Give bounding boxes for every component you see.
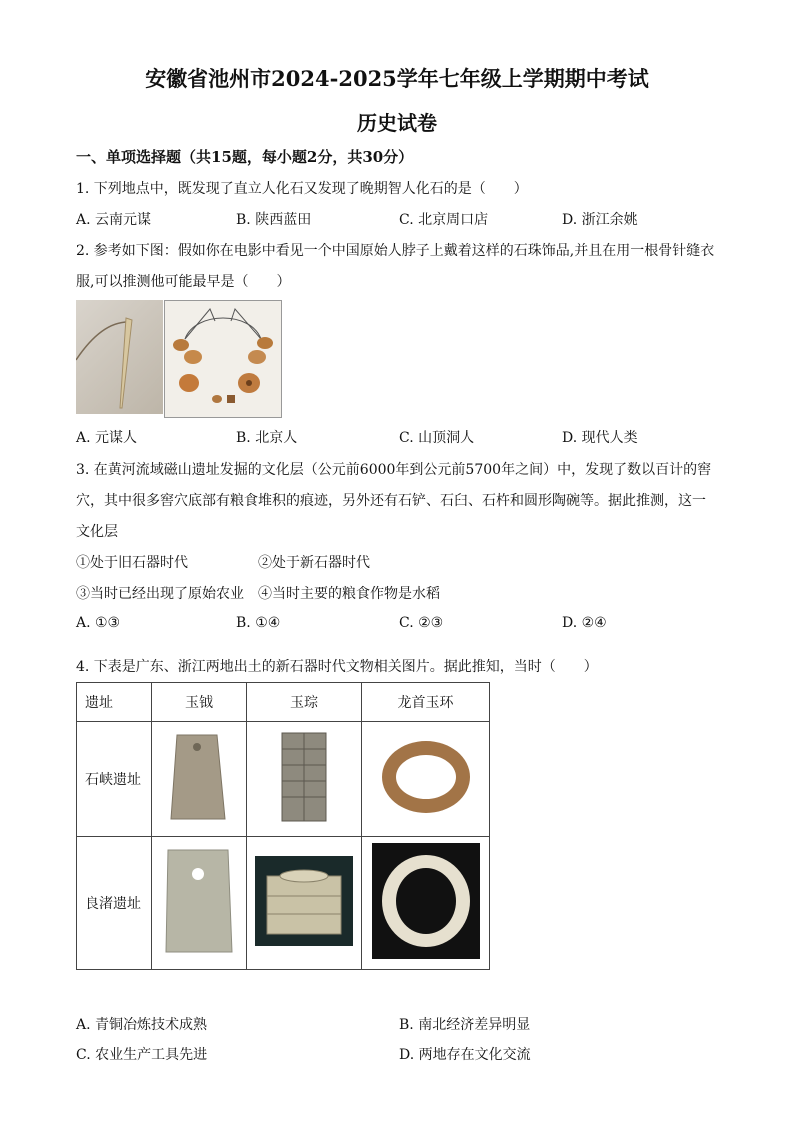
liangzhu-jade-axe-photo [152, 837, 247, 970]
bone-needle-photo [76, 300, 163, 414]
q3-option-b: B. ①④ [236, 615, 281, 631]
q3-option-c: C. ②③ [399, 615, 444, 631]
q2-option-c: C. 山顶洞人 [399, 430, 475, 446]
table-row-liangzhu: 良渚遗址 [77, 837, 152, 970]
q2-option-a: A. 元谋人 [76, 430, 138, 446]
question-4-stem: 4. 下表是广东、浙江两地出土的新石器时代文物相关图片。据此推知，当时（ ） [76, 659, 598, 675]
q4-option-b: B. 南北经济差异明显 [399, 1017, 531, 1033]
q1-option-d: D. 浙江余姚 [562, 212, 638, 228]
exam-title: 安徽省池州市2024-2025学年七年级上学期期中考试 [145, 66, 649, 91]
q3-statement-3: ③当时已经出现了原始农业 [76, 586, 244, 602]
exam-subtitle: 历史试卷 [357, 111, 437, 135]
q3-statement-2: ②处于新石器时代 [258, 555, 370, 571]
table-row-shixia: 石峡遗址 [77, 722, 152, 837]
table-header-site: 遗址 [77, 683, 152, 722]
q4-option-d: D. 两地存在文化交流 [399, 1047, 531, 1063]
q2-option-b: B. 北京人 [236, 430, 298, 446]
q3-option-a: A. ①③ [76, 615, 121, 631]
table-header-jade-axe: 玉钺 [152, 683, 247, 722]
stone-bead-necklace-photo [164, 300, 282, 418]
liangzhu-jade-cong-photo [247, 837, 362, 970]
question-3-stem-line3: 文化层 [76, 524, 118, 540]
q4-option-c: C. 农业生产工具先进 [76, 1047, 208, 1063]
artifact-table [76, 682, 490, 970]
q1-option-c: C. 北京周口店 [399, 212, 489, 228]
question-3-stem-line1: 3. 在黄河流域磁山遗址发掘的文化层（公元前6000年到公元前5700年之间）中，发现了数以百计的窖 [76, 462, 712, 478]
shixia-jade-axe-photo [152, 722, 247, 837]
section-heading: 一、单项选择题（共15题，每小题2分，共30分） [76, 148, 414, 166]
q4-option-a: A. 青铜冶炼技术成熟 [76, 1017, 208, 1033]
q3-statement-4: ④当时主要的粮食作物是水稻 [258, 586, 440, 602]
q1-option-a: A. 云南元谋 [76, 212, 152, 228]
table-header-jade-cong: 玉琮 [247, 683, 362, 722]
liangzhu-dragon-ring-photo [362, 837, 490, 970]
q3-option-d: D. ②④ [562, 615, 607, 631]
question-1-stem: 1. 下列地点中，既发现了直立人化石又发现了晚期智人化石的是（ ） [76, 181, 528, 197]
table-header-dragon-ring: 龙首玉环 [362, 683, 490, 722]
q1-option-b: B. 陕西蓝田 [236, 212, 312, 228]
question-2-stem-line1: 2. 参考如下图：假如你在电影中看见一个中国原始人脖子上戴着这样的石珠饰品,并且在用一根骨针缝衣 [76, 243, 715, 259]
q3-statement-1: ①处于旧石器时代 [76, 555, 188, 571]
shixia-jade-cong-photo [247, 722, 362, 837]
question-3-stem-line2: 穴，其中很多窖穴底部有粮食堆积的痕迹，另外还有石铲、石臼、石杵和圆形陶碗等。据此推测，这一 [76, 493, 706, 509]
q2-option-d: D. 现代人类 [562, 430, 638, 446]
shixia-dragon-ring-photo [362, 722, 490, 837]
question-2-stem-line2: 服,可以推测他可能最早是（ ） [76, 274, 291, 290]
